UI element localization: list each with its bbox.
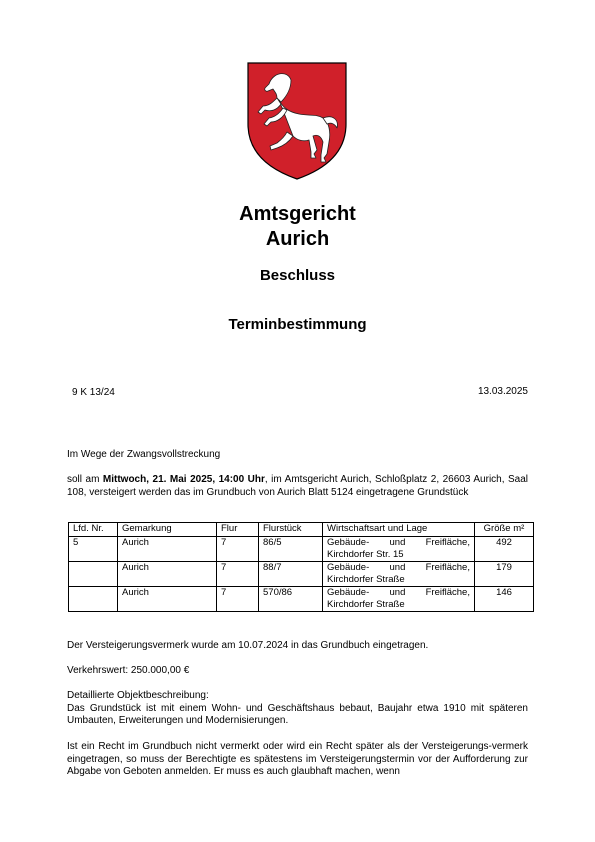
recht-paragraph: Ist ein Recht im Grundbuch nicht vermerkt oder wird ein Recht später als der Versteigerungs-vermerk eingetragen, so muss der Berechtigte es spätestens im Versteigerungstermin vor der Aufforderung zur Abgabe von Geboten anmelden. Er muss es auch glaubhaft machen, wenn	[67, 741, 528, 777]
document-date: 13.03.2025	[477, 386, 528, 397]
document-subtitle: Terminbestimmung	[228, 316, 367, 333]
cell-gemarkung: Aurich	[118, 562, 217, 587]
col-header-groesse: Größe m²	[475, 523, 534, 537]
table-row	[69, 587, 534, 612]
col-header-flur: Flur	[217, 523, 259, 537]
cell-wirt-word: Gebäude-	[327, 562, 370, 573]
grundstueck-table	[68, 522, 534, 612]
cell-wirt-word: und	[389, 562, 406, 573]
objektbeschreibung	[67, 690, 528, 728]
cell-lfd-nr	[69, 587, 118, 612]
aktenzeichen: 9 K 13/24	[72, 387, 115, 398]
termin-text-post: , im Amtsgericht Aurich, Schloßplatz 2, 26603 Aurich, Saal 108, versteigert werden das im Grundbuch von Aurich Blatt 5124 eingetragene Grundstück	[67, 474, 529, 498]
cell-wirt-word: Gebäude-	[327, 587, 370, 598]
cell-groesse: 492	[475, 537, 534, 562]
verkehrswert-text: Verkehrswert: 250.000,00 €	[67, 665, 190, 676]
cell-wirt-word: und	[389, 587, 406, 598]
vermerk-text: Der Versteigerungsvermerk wurde am 10.07.2024 in das Grundbuch eingetragen.	[67, 640, 429, 651]
intro-text: Im Wege der Zwangsvollstreckung	[67, 449, 221, 460]
cell-wirt-word: Gebäude-	[327, 537, 370, 548]
lower-saxony-horse-crest-icon	[247, 62, 347, 180]
termin-text-pre: soll am	[67, 474, 103, 485]
cell-lfd-nr: 5	[69, 537, 118, 562]
termin-datetime: Mittwoch, 21. Mai 2025, 14:00 Uhr	[102, 474, 265, 485]
table-header-row	[69, 523, 534, 537]
cell-lfd-nr	[69, 562, 118, 587]
court-name-line2: Aurich	[265, 228, 330, 250]
objektbeschreibung-label: Detaillierte Objektbeschreibung:	[67, 690, 209, 701]
cell-wirt-word: Freifläche,	[425, 587, 470, 598]
termin-paragraph	[67, 474, 528, 499]
cell-lage: Kirchdorfer Straße	[327, 598, 405, 610]
col-header-flurstueck: Flurstück	[259, 523, 323, 537]
objektbeschreibung-text: Das Grundstück ist mit einem Wohn- und Geschäftshaus bebaut, Baujahr etwa 1910 mit späteren Umbauten, Erweiterungen und Modernisierungen.	[67, 702, 528, 726]
col-header-lfd-nr: Lfd. Nr.	[69, 523, 118, 537]
cell-groesse: 146	[475, 587, 534, 612]
cell-wirtschaftsart	[323, 587, 475, 612]
cell-wirt-word: Freifläche,	[425, 562, 470, 573]
cell-flurstueck: 88/7	[259, 562, 323, 587]
cell-wirtschaftsart	[323, 537, 475, 562]
cell-wirt-word: und	[389, 537, 406, 548]
cell-wirtschaftsart	[323, 562, 475, 587]
cell-flur: 7	[217, 537, 259, 562]
cell-lage: Kirchdorfer Str. 15	[327, 548, 404, 560]
cell-wirt-word: Freifläche,	[425, 537, 470, 548]
document-title: Beschluss	[259, 267, 336, 284]
cell-flur: 7	[217, 587, 259, 612]
table-row	[69, 562, 534, 587]
cell-lage: Kirchdorfer Straße	[327, 573, 405, 585]
cell-flurstueck: 570/86	[259, 587, 323, 612]
cell-gemarkung: Aurich	[118, 537, 217, 562]
table-row	[69, 537, 534, 562]
col-header-gemarkung: Gemarkung	[118, 523, 217, 537]
cell-flur: 7	[217, 562, 259, 587]
cell-flurstueck: 86/5	[259, 537, 323, 562]
cell-groesse: 179	[475, 562, 534, 587]
cell-gemarkung: Aurich	[118, 587, 217, 612]
court-name-line1: Amtsgericht	[239, 203, 356, 225]
col-header-wirtschaftsart: Wirtschaftsart und Lage	[323, 523, 475, 537]
